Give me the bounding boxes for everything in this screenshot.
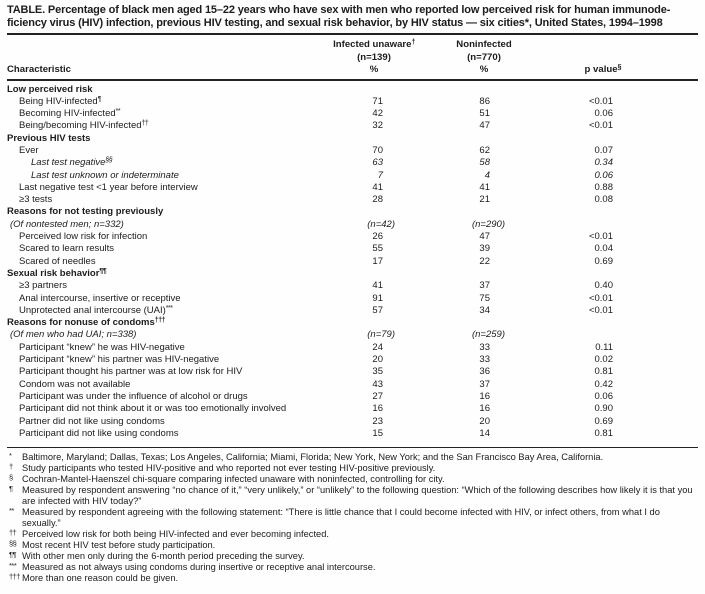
footnote-text: Measured by respondent agreeing with the following statement: “There is little chance that I could become infected with HIV, or infect others, from what I do sexually.” (22, 507, 660, 529)
table-row (7, 428, 698, 440)
cell-p-value: 0.34 (594, 157, 613, 169)
cell-infected-unaware (299, 206, 449, 218)
table-header (7, 35, 698, 77)
table-row (7, 280, 698, 292)
row-label-text: Reasons for nonuse of condoms (7, 317, 155, 329)
cell-infected-unaware: 32 (372, 120, 383, 132)
row-label (7, 379, 299, 391)
row-label-text: Last negative test <1 year before interview (19, 181, 198, 193)
cell-noninfected: 75 (479, 292, 490, 304)
cell-p-value: 0.02 (594, 354, 613, 366)
cell-p-value: 0.90 (594, 403, 613, 415)
row-label (7, 231, 299, 243)
cell-infected-unaware (299, 317, 449, 329)
row-label-text: Becoming HIV-infected (19, 108, 116, 120)
row-label-text: Participant did not think about it or was too emotionally involved (19, 403, 287, 415)
row-label (7, 256, 299, 268)
cell-infected-unaware: 35 (372, 366, 383, 378)
table-title-line-1: TABLE. Percentage of black men aged 15–22 years who have sex with men who reported low perceived risk for human immunode- (7, 4, 671, 16)
cell-p-value (519, 317, 625, 329)
row-label (7, 243, 299, 255)
cell-noninfected (449, 133, 519, 145)
row-label (7, 268, 299, 280)
cell-p-value (519, 268, 625, 280)
table-row (7, 391, 698, 403)
table-row (7, 317, 698, 329)
footnote-marker: ¶¶ (9, 550, 17, 560)
cell-noninfected: 47 (479, 231, 490, 243)
cell-noninfected: 41 (479, 181, 490, 193)
cell-infected-unaware: 27 (372, 390, 383, 402)
cell-infected-unaware (299, 84, 449, 96)
cell-noninfected: (n=259) (471, 329, 505, 341)
cell-noninfected: 86 (479, 95, 490, 107)
footnote-marker: † (9, 462, 13, 472)
footnote-text: Perceived low risk for both being HIV-infected and ever becoming infected. (22, 529, 329, 540)
cell-p-value: 0.69 (594, 415, 613, 427)
row-label (7, 354, 299, 366)
cell-infected-unaware: 17 (372, 255, 383, 267)
row-label-text: Unprotected anal intercourse (UAI) (19, 304, 166, 316)
cell-p-value: 0.07 (594, 144, 613, 156)
cell-p-value: <0.01 (588, 231, 613, 243)
cell-noninfected: 37 (479, 280, 490, 292)
cell-infected-unaware (299, 268, 449, 280)
row-label-text: Condom was not available (19, 378, 131, 390)
row-label (7, 391, 299, 403)
header-row-n (7, 52, 698, 65)
row-label (7, 133, 299, 145)
cell-noninfected: (n=290) (471, 218, 505, 230)
header-row-names (7, 39, 698, 52)
cell-infected-unaware: 20 (372, 354, 383, 366)
row-label-text: (Of nontested men; n=332) (10, 218, 124, 230)
row-label (7, 342, 299, 354)
footnote (7, 562, 698, 573)
cell-p-value (519, 206, 625, 218)
table-row (7, 231, 698, 243)
cell-infected-unaware: (n=42) (367, 218, 395, 230)
cell-p-value (519, 84, 625, 96)
cell-noninfected: 14 (479, 427, 490, 439)
row-label (7, 219, 299, 231)
row-label-text: ≥3 tests (19, 194, 53, 206)
row-label-text: Low perceived risk (7, 83, 93, 95)
table-row (7, 354, 698, 366)
row-label (7, 416, 299, 428)
cell-noninfected: 47 (479, 120, 490, 132)
table-row (7, 133, 698, 145)
cell-p-value (519, 329, 625, 341)
footnote (7, 551, 698, 562)
column-header-infected-unaware: Infected unaware† (333, 39, 415, 50)
row-label-text: Being/becoming HIV-infected (19, 120, 142, 132)
infected-unaware-n: (n=139) (357, 51, 391, 63)
row-label (7, 329, 299, 341)
table-row (7, 403, 698, 415)
table-row (7, 366, 698, 378)
row-label (7, 120, 299, 132)
row-label (7, 305, 299, 317)
cell-p-value: 0.69 (594, 255, 613, 267)
footnote-text: Measured by respondent answering “no chance of it,” “very unlikely,” or “unlikely” to the following question: “Which of the following describes how likely it is that you are infected with HIV today?” (22, 485, 693, 507)
table-row (7, 416, 698, 428)
cell-infected-unaware: 41 (372, 181, 383, 193)
table-row (7, 108, 698, 120)
row-label (7, 194, 299, 206)
cell-noninfected (449, 268, 519, 280)
row-label (7, 366, 299, 378)
cell-p-value (519, 219, 625, 231)
row-label-text: Scared to learn results (19, 243, 115, 255)
table-row (7, 182, 698, 194)
section-footnote-marker: § (617, 64, 621, 71)
row-label-text: Previous HIV tests (7, 132, 91, 144)
table-title-line-2: ficiency virus (HIV) infection, previous HIV testing, and sexual risk behavior, by HIV status — six cities*, United States, 1994–1998 (7, 17, 663, 29)
row-label-text: Reasons for not testing previously (7, 206, 164, 218)
cell-infected-unaware: 63 (372, 157, 383, 169)
cell-noninfected: 51 (479, 108, 490, 120)
footnote-text: Baltimore, Maryland; Dallas, Texas; Los Angeles, California; Miami, Florida; New York, New York; and the San Francisco Bay Area, California. (22, 452, 604, 463)
footnote-marker: ¶ (9, 484, 13, 494)
cell-noninfected: 36 (479, 366, 490, 378)
cell-p-value: 0.06 (594, 390, 613, 402)
cell-p-value: 0.88 (594, 181, 613, 193)
footnote (7, 463, 698, 474)
cell-noninfected: 34 (479, 304, 490, 316)
row-label (7, 145, 299, 157)
row-footnote-marker: ††† (154, 317, 165, 325)
row-footnote-marker: *** (165, 304, 173, 312)
cell-infected-unaware: 26 (372, 231, 383, 243)
noninfected-percent-label: % (479, 64, 489, 75)
cell-noninfected: 33 (479, 354, 490, 366)
row-label (7, 170, 299, 182)
cell-noninfected: 4 (484, 169, 490, 181)
row-label-text: Participant thought his partner was at low risk for HIV (19, 366, 243, 378)
table-row (7, 145, 698, 157)
footnote-marker: †† (9, 528, 17, 538)
footnote (7, 452, 698, 463)
cell-noninfected (449, 317, 519, 329)
table-row (7, 293, 698, 305)
cell-infected-unaware: (n=79) (367, 329, 395, 341)
cell-p-value: 0.06 (594, 108, 613, 120)
footnote (7, 507, 698, 529)
cell-infected-unaware: 24 (372, 341, 383, 353)
row-label (7, 84, 299, 96)
table-row (7, 206, 698, 218)
cell-infected-unaware: 42 (372, 108, 383, 120)
cell-infected-unaware: 57 (372, 304, 383, 316)
table-title (7, 4, 698, 30)
noninfected-n: (n=770) (467, 51, 501, 63)
cell-p-value: 0.08 (594, 194, 613, 206)
infected-unaware-percent-label: % (369, 64, 379, 75)
cell-p-value: 0.81 (594, 366, 613, 378)
cell-p-value (519, 133, 625, 145)
footnote-text: Most recent HIV test before study participation. (22, 540, 216, 551)
row-label-text: Scared of needles (19, 255, 96, 267)
row-label-text: Partner did not like using condoms (19, 415, 165, 427)
cell-p-value: 0.06 (594, 169, 613, 181)
cell-p-value: <0.01 (588, 304, 613, 316)
row-footnote-marker: †† (141, 120, 149, 128)
table-row (7, 219, 698, 231)
cell-infected-unaware (299, 133, 449, 145)
dagger-footnote-marker: † (411, 39, 415, 46)
row-label (7, 317, 299, 329)
footnote-marker: §§ (9, 539, 17, 549)
cell-noninfected (449, 206, 519, 218)
cell-noninfected: 37 (479, 378, 490, 390)
cell-noninfected: 33 (479, 341, 490, 353)
row-footnote-marker: ¶ (97, 95, 101, 103)
cell-p-value: <0.01 (588, 95, 613, 107)
cell-infected-unaware: 91 (372, 292, 383, 304)
footnote (7, 485, 698, 507)
cell-noninfected: 58 (479, 157, 490, 169)
footnote-marker: § (9, 473, 13, 483)
cell-infected-unaware: 70 (372, 144, 383, 156)
column-header-p-value: p value§ (584, 64, 621, 75)
table-row (7, 170, 698, 182)
cell-noninfected: 62 (479, 144, 490, 156)
header-row-units (7, 64, 698, 77)
cell-p-value: 0.42 (594, 378, 613, 390)
row-label-text: Participant did not like using condoms (19, 427, 179, 439)
footnote (7, 573, 698, 584)
footnote-text: With other men only during the 6-month period preceding the survey. (22, 551, 305, 562)
footnote-marker: ** (9, 506, 14, 516)
cell-noninfected: 16 (479, 403, 490, 415)
row-label-text: Participant “knew” his partner was HIV-negative (19, 354, 220, 366)
cell-infected-unaware: 15 (372, 427, 383, 439)
cell-infected-unaware: 23 (372, 415, 383, 427)
footnote (7, 540, 698, 551)
column-header-characteristic: Characteristic (7, 64, 71, 75)
cell-noninfected: 16 (479, 390, 490, 402)
footnote-marker: *** (9, 561, 17, 571)
cell-p-value: 0.11 (595, 341, 613, 353)
row-footnote-marker: §§ (105, 157, 113, 165)
row-label (7, 428, 299, 440)
table-row (7, 379, 698, 391)
row-label-text: Last test unknown or indeterminate (31, 169, 179, 181)
row-label-text: Anal intercourse, insertive or receptive (19, 292, 181, 304)
row-label (7, 280, 299, 292)
row-label-text: (Of men who had UAI; n=338) (10, 329, 137, 341)
row-label-text: Sexual risk behavior (7, 267, 100, 279)
cell-infected-unaware: 43 (372, 378, 383, 390)
cell-infected-unaware: 7 (377, 169, 383, 181)
cell-p-value: 0.04 (594, 243, 613, 255)
row-label (7, 96, 299, 108)
row-label-text: Being HIV-infected (19, 95, 98, 107)
row-label (7, 206, 299, 218)
row-label-text: Participant “knew” he was HIV-negative (19, 341, 185, 353)
cell-p-value: <0.01 (588, 120, 613, 132)
table-row (7, 305, 698, 317)
row-label (7, 108, 299, 120)
table-row (7, 268, 698, 280)
footnote (7, 474, 698, 485)
row-label (7, 182, 299, 194)
cell-infected-unaware: 55 (372, 243, 383, 255)
row-label (7, 157, 299, 169)
footnote-text: Measured as not always using condoms during insertive or receptive anal intercourse. (22, 562, 376, 573)
row-label-text: Participant was under the influence of alcohol or drugs (19, 390, 248, 402)
table-row (7, 96, 698, 108)
cell-infected-unaware: 16 (372, 403, 383, 415)
row-label-text: Ever (19, 144, 39, 156)
table-row (7, 329, 698, 341)
cell-infected-unaware: 71 (372, 95, 383, 107)
row-label-text: ≥3 partners (19, 280, 67, 292)
table-row (7, 243, 698, 255)
column-header-noninfected: Noninfected (456, 39, 512, 50)
row-label (7, 293, 299, 305)
cell-infected-unaware: 41 (372, 280, 383, 292)
row-label (7, 403, 299, 415)
table-body (7, 81, 698, 445)
row-label-text: Last test negative (31, 157, 106, 169)
cell-p-value: 0.40 (594, 280, 613, 292)
footnote-marker: ††† (9, 572, 21, 582)
table-row (7, 194, 698, 206)
footnote (7, 529, 698, 540)
footnotes (7, 448, 698, 584)
cell-noninfected: 22 (479, 255, 490, 267)
cell-p-value: <0.01 (588, 292, 613, 304)
cell-noninfected (449, 84, 519, 96)
footnote-text: Study participants who tested HIV-positive and who reported not ever testing HIV-positive previously. (22, 463, 436, 474)
row-label-text: Perceived low risk for infection (19, 231, 148, 243)
cell-noninfected: 39 (479, 243, 490, 255)
table-row (7, 120, 698, 132)
table-row (7, 256, 698, 268)
cell-infected-unaware: 28 (372, 194, 383, 206)
table-row (7, 84, 698, 96)
cell-noninfected: 20 (479, 415, 490, 427)
cell-p-value: 0.81 (594, 427, 613, 439)
row-footnote-marker: ** (115, 108, 121, 116)
table-row (7, 157, 698, 169)
table-row (7, 342, 698, 354)
footnote-marker: * (9, 451, 12, 461)
footnote-text: Cochran-Mantel-Haenszel chi-square comparing infected unaware with noninfected, controlling for city. (22, 474, 445, 485)
cell-noninfected: 21 (479, 194, 490, 206)
footnote-text: More than one reason could be given. (22, 573, 179, 584)
row-footnote-marker: ¶¶ (99, 267, 107, 275)
